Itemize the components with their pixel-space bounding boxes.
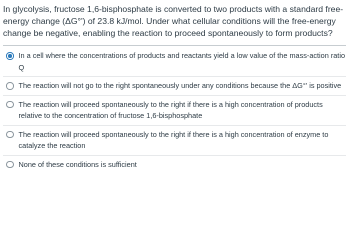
option-divider — [3, 125, 346, 126]
divider — [3, 45, 346, 46]
answer-option-1[interactable] — [3, 49, 346, 73]
option-divider — [3, 155, 346, 156]
answer-option-3[interactable] — [3, 99, 346, 122]
answer-option-4[interactable] — [3, 129, 346, 152]
answer-option-label: None of these conditions is sufficient — [18, 159, 137, 169]
option-divider — [3, 95, 346, 96]
radio-icon[interactable] — [6, 82, 14, 90]
question-text: In glycolysis, fructose 1,6-bisphosphate is converted to two products with a standard free-energy change (ΔG°') of 23.8 kJ/mol. Under what cellular conditions will the free-energy change be negative, enabling the reaction to proceed spontaneously to form products? — [3, 4, 344, 38]
answer-option-label: The reaction will not go to the right spontaneously under any conditions because the ΔG°' is positive — [18, 81, 342, 90]
answer-option-2[interactable] — [3, 80, 346, 92]
answer-option-label: The reaction will proceed spontaneously to the right if there is a high concentration of products relative to the concentration of fructose 1,6-bisphosphate — [18, 99, 323, 120]
answer-option-label: The reaction will proceed spontaneously to the right if there is a high concentration of enzyme to catalyze the reaction — [18, 129, 329, 150]
radio-icon[interactable] — [6, 131, 14, 139]
answer-option-label: In a cell where the concentrations of products and reactants yield a low value of the mass-action ratio Q — [18, 51, 346, 72]
option-divider — [3, 76, 346, 77]
radio-selected-icon[interactable] — [6, 52, 14, 60]
answer-options — [3, 49, 346, 170]
radio-icon[interactable] — [6, 161, 14, 169]
answer-option-5[interactable] — [3, 159, 346, 171]
radio-icon[interactable] — [6, 101, 14, 109]
